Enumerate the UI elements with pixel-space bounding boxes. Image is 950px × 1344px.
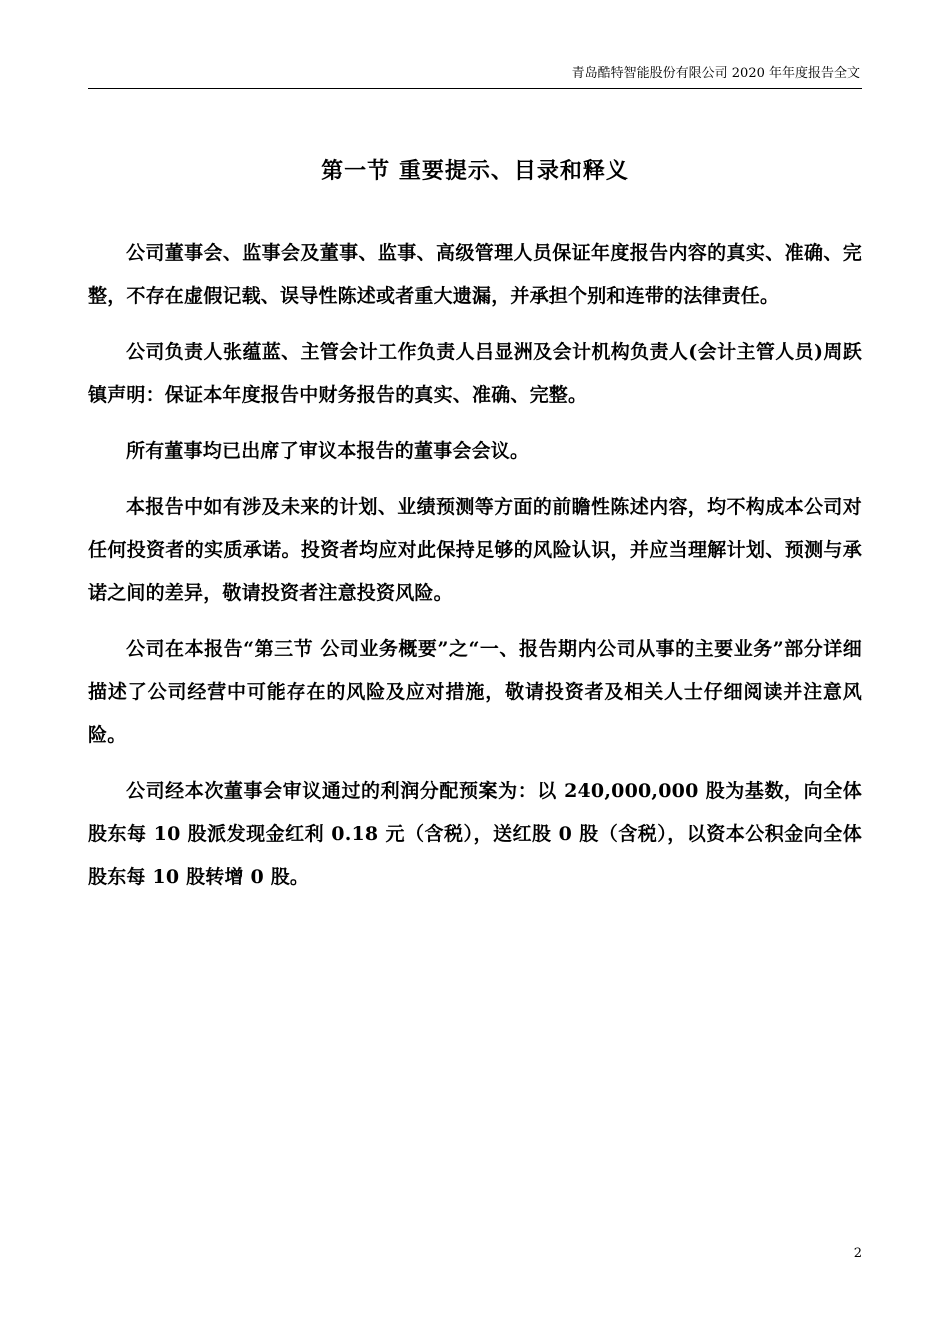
body-text: [88, 232, 862, 912]
paragraph-responsibility-statement: 公司董事会、监事会及董事、监事、高级管理人员保证年度报告内容的真实、准确、完整，不存在虚假记载、误导性陈述或者重大遗漏，并承担个别和连带的法律责任。: [88, 242, 862, 307]
paragraph-profit-distribution: 公司经本次董事会审议通过的利润分配预案为：以 240,000,000 股为基数，向全体股东每 10 股派发现金红利 0.18 元（含税），送红股 0 股（含税），以资本公积金向全体股东每 10 股转增 0 股。: [88, 780, 862, 888]
paragraph-board-attendance: 所有董事均已出席了审议本报告的董事会会议。: [126, 440, 530, 462]
paragraph-financial-declaration: 公司负责人张蕴蓝、主管会计工作负责人吕显洲及会计机构负责人(会计主管人员)周跃镇声明：保证本年度报告中财务报告的真实、准确、完整。: [88, 341, 862, 406]
page-number: 2: [853, 1246, 862, 1261]
paragraph-risk-notice: 公司在本报告“第三节 公司业务概要”之“一、报告期内公司从事的主要业务”部分详细描述了公司经营中可能存在的风险及应对措施，敬请投资者及相关人士仔细阅读并注意风险。: [88, 638, 862, 746]
page-header: [88, 64, 862, 89]
paragraph-forward-looking: 本报告中如有涉及未来的计划、业绩预测等方面的前瞻性陈述内容，均不构成本公司对任何投资者的实质承诺。投资者均应对此保持足够的风险认识，并应当理解计划、预测与承诺之间的差异，敬请投资者注意投资风险。: [88, 496, 862, 604]
header-title: 青岛酷特智能股份有限公司 2020 年年度报告全文: [571, 66, 860, 81]
section-title: 第一节 重要提示、目录和释义: [321, 158, 629, 184]
